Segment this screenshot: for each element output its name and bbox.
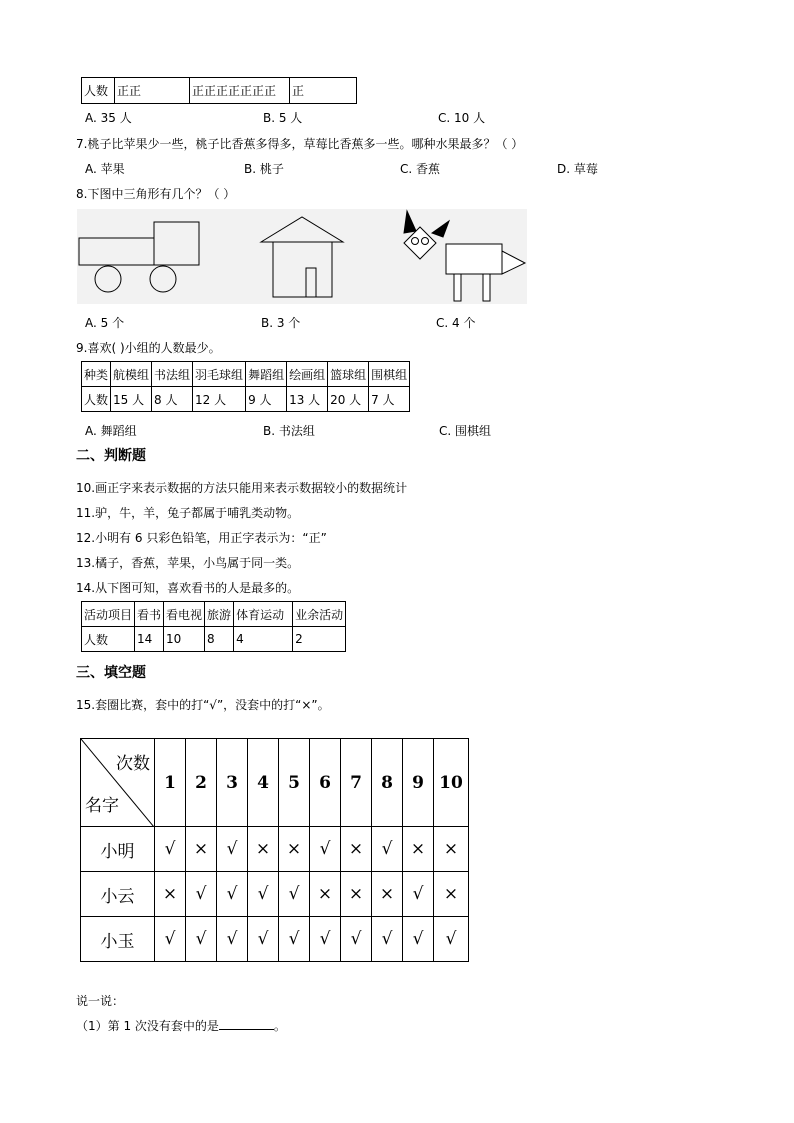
table-cell: 2 [293,627,346,652]
table-header: 航模组 [111,362,152,387]
table-cell: 人数 [82,627,135,652]
table-header: 绘画组 [287,362,328,387]
q7-option-a[interactable]: A. 苹果 [85,162,125,176]
mark-cell: × [341,872,372,917]
table-header: 业余活动 [293,602,346,627]
column-header: 10 [434,739,469,827]
table-cell: 人数 [82,387,111,412]
column-header: 4 [248,739,279,827]
table-header: 羽毛球组 [193,362,246,387]
table-cell: 13 人 [287,387,328,412]
column-header: 5 [279,739,310,827]
column-header: 1 [155,739,186,827]
tally-cell: 正 [290,78,357,104]
mark-cell: √ [186,917,217,962]
mark-cell: × [434,872,469,917]
mark-cell: √ [217,872,248,917]
house-shape [261,217,343,297]
q7-option-d[interactable]: D. 草莓 [557,162,598,176]
mark-cell: √ [248,917,279,962]
q14-statement: 14.从下图可知，喜欢看书的人是最多的。 [76,581,300,595]
q9-table [81,361,410,412]
q9-option-b[interactable]: B. 书法组 [263,424,315,438]
shapes-illustration [77,209,527,304]
row-name: 小明 [81,827,155,872]
q12-statement: 12.小明有 6 只彩色铅笔，用正字表示为：“正” [76,531,327,545]
table-header: 活动项目 [82,602,135,627]
corner-label-times: 次数 [116,754,150,774]
mark-cell: √ [279,917,310,962]
q9-option-c[interactable]: C. 围棋组 [439,424,492,438]
mark-cell: √ [341,917,372,962]
mark-cell: × [279,827,310,872]
table-row [81,739,469,827]
say-prompt: 说一说： [76,994,125,1008]
table-cell: 8 人 [152,387,193,412]
table-cell: 9 人 [246,387,287,412]
q6-option-a[interactable]: A. 35 人 [85,111,132,125]
table-header: 看书 [135,602,164,627]
q13-statement: 13.橘子，香蕉，苹果，小鸟属于同一类。 [76,556,300,570]
q8-option-c[interactable]: C. 4 个 [436,316,476,330]
mark-cell: √ [403,872,434,917]
column-header: 7 [341,739,372,827]
table-header: 看电视 [164,602,205,627]
table-cell: 14 [135,627,164,652]
mark-cell: × [186,827,217,872]
answer-blank[interactable] [219,1017,274,1030]
mark-cell: √ [372,827,403,872]
table-row [82,362,410,387]
mark-cell: × [403,827,434,872]
mark-cell: √ [310,917,341,962]
q8-figure [77,209,527,304]
q15-question: 15.套圈比赛，套中的打“√”，没套中的打“×”。 [76,698,330,712]
table-cell: 10 [164,627,205,652]
table-header: 种类 [82,362,111,387]
column-header: 6 [310,739,341,827]
sub-question-1 [76,1017,286,1034]
table-cell: 12 人 [193,387,246,412]
q6-option-c[interactable]: C. 10 人 [438,111,486,125]
section-heading-fill: 三、填空题 [76,665,146,681]
table-row [82,387,410,412]
table-header: 旅游 [205,602,234,627]
mark-cell: × [434,827,469,872]
mark-cell: √ [186,872,217,917]
mark-cell: √ [403,917,434,962]
diagonal-header-cell [81,739,155,827]
section-heading-judgment: 二、判断题 [76,448,146,464]
sub-question-1-text: （1）第 1 次没有套中的是 [76,1019,219,1033]
column-header: 8 [372,739,403,827]
mark-cell: × [248,827,279,872]
table-header: 舞蹈组 [246,362,287,387]
table-header: 体育运动 [234,602,293,627]
ring-toss-table [80,738,469,962]
q10-statement: 10.画正字来表示数据的方法只能用来表示数据较小的数据统计 [76,481,408,495]
q7-question: 7.桃子比苹果少一些，桃子比香蕉多得多，草莓比香蕉多一些。哪种水果最多？（ ） [76,137,524,151]
q11-statement: 11.驴，牛，羊，兔子都属于哺乳类动物。 [76,506,300,520]
table-row [82,602,346,627]
row-name: 小云 [81,872,155,917]
mark-cell: √ [310,827,341,872]
mark-cell: √ [372,917,403,962]
tally-cell: 人数 [82,78,115,104]
mark-cell: √ [217,827,248,872]
mark-cell: × [372,872,403,917]
tally-cell: 正正 [115,78,190,104]
q8-option-a[interactable]: A. 5 个 [85,316,125,330]
truck-shape [79,222,199,292]
q8-option-b[interactable]: B. 3 个 [261,316,301,330]
q6-option-b[interactable]: B. 5 人 [263,111,303,125]
mark-cell: √ [248,872,279,917]
column-header: 3 [217,739,248,827]
table-cell: 8 [205,627,234,652]
mark-cell: √ [279,872,310,917]
column-header: 9 [403,739,434,827]
mark-cell: √ [434,917,469,962]
table-header: 篮球组 [328,362,369,387]
table-cell: 4 [234,627,293,652]
table-row [81,872,469,917]
table-row [81,917,469,962]
q6-tally-table [81,77,357,104]
sub-question-1-end: 。 [273,1019,286,1033]
table-header: 书法组 [152,362,193,387]
q14-table [81,601,346,652]
table-header: 围棋组 [369,362,410,387]
tally-cell: 正正正正正正正 [190,78,290,104]
corner-label-name: 名字 [85,796,119,816]
table-cell: 20 人 [328,387,369,412]
table-cell: 7 人 [369,387,410,412]
q7-option-c[interactable]: C. 香蕉 [400,162,441,176]
q9-question: 9.喜欢( )小组的人数最少。 [76,341,221,355]
column-header: 2 [186,739,217,827]
table-row [81,827,469,872]
q7-option-b[interactable]: B. 桃子 [244,162,284,176]
mark-cell: × [310,872,341,917]
table-cell: 15 人 [111,387,152,412]
mark-cell: × [341,827,372,872]
mark-cell: × [155,872,186,917]
q9-option-a[interactable]: A. 舞蹈组 [85,424,137,438]
q8-question: 8.下图中三角形有几个？（ ） [76,187,236,201]
mark-cell: √ [217,917,248,962]
mark-cell: √ [155,917,186,962]
mark-cell: √ [155,827,186,872]
table-row [82,627,346,652]
row-name: 小玉 [81,917,155,962]
animal-shape [404,211,525,301]
